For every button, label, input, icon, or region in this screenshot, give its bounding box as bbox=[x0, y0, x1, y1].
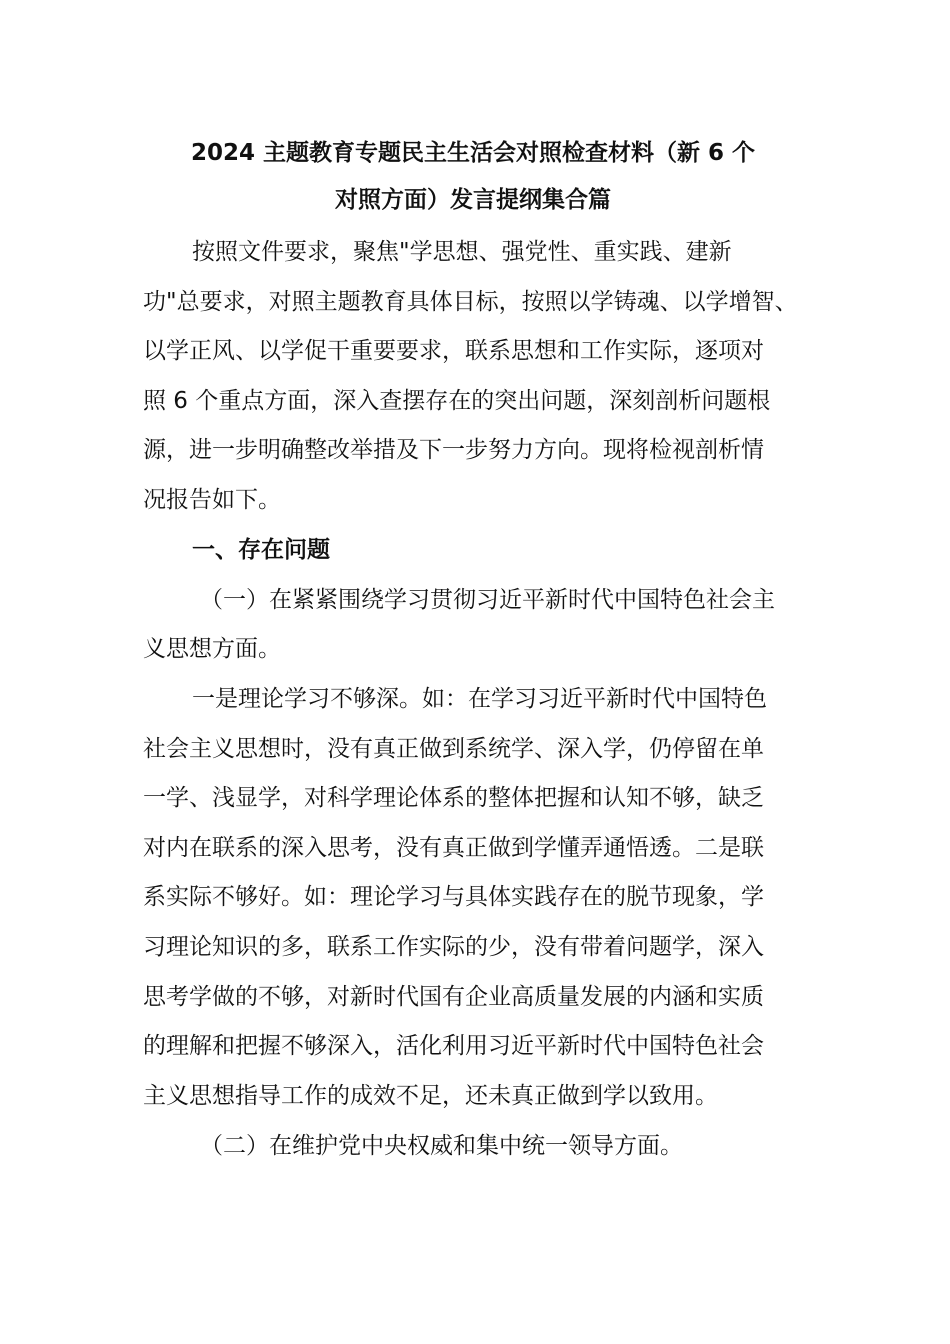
intro-line: 照 6 个重点方面，深入查摆存在的突出问题，深刻剖析问题根 bbox=[143, 388, 771, 414]
intro-line: 以学正风、以学促干重要要求，联系思想和工作实际，逐项对 bbox=[143, 338, 764, 364]
body-line: 主义思想指导工作的成效不足，还未真正做到学以致用。 bbox=[143, 1083, 718, 1109]
body-line: 思考学做的不够，对新时代国有企业高质量发展的内涵和实质 bbox=[143, 984, 764, 1010]
body-line: 一是理论学习不够深。如：在学习习近平新时代中国特色 bbox=[192, 686, 767, 712]
body-line: 的理解和把握不够深入，活化利用习近平新时代中国特色社会 bbox=[143, 1033, 764, 1059]
body-line: 对内在联系的深入思考，没有真正做到学懂弄通悟透。二是联 bbox=[143, 835, 764, 861]
section-heading-problems: 一、存在问题 bbox=[192, 537, 330, 563]
subsection-heading-1-cont: 义思想方面。 bbox=[143, 636, 281, 662]
intro-line: 按照文件要求，聚焦"学思想、强党性、重实践、建新 bbox=[192, 239, 732, 265]
intro-line: 功"总要求，对照主题教育具体目标，按照以学铸魂、以学增智、 bbox=[143, 289, 798, 315]
body-line: 系实际不够好。如：理论学习与具体实践存在的脱节现象，学 bbox=[143, 884, 764, 910]
subsection-heading-1: （一）在紧紧围绕学习贯彻习近平新时代中国特色社会主 bbox=[200, 587, 775, 613]
body-line: 社会主义思想时，没有真正做到系统学、深入学，仍停留在单 bbox=[143, 736, 764, 762]
intro-line: 况报告如下。 bbox=[143, 487, 281, 513]
body-line: 一学、浅显学，对科学理论体系的整体把握和认知不够，缺乏 bbox=[143, 785, 764, 811]
intro-line: 源，进一步明确整改举措及下一步努力方向。现将检视剖析情 bbox=[143, 437, 764, 463]
document-title-line-2: 对照方面）发言提纲集合篇 bbox=[335, 187, 611, 213]
document-title-line-1: 2024 主题教育专题民主生活会对照检查材料（新 6 个 bbox=[190, 140, 756, 166]
body-line: 习理论知识的多，联系工作实际的少，没有带着问题学，深入 bbox=[143, 934, 764, 960]
subsection-heading-2: （二）在维护党中央权威和集中统一领导方面。 bbox=[200, 1133, 683, 1159]
